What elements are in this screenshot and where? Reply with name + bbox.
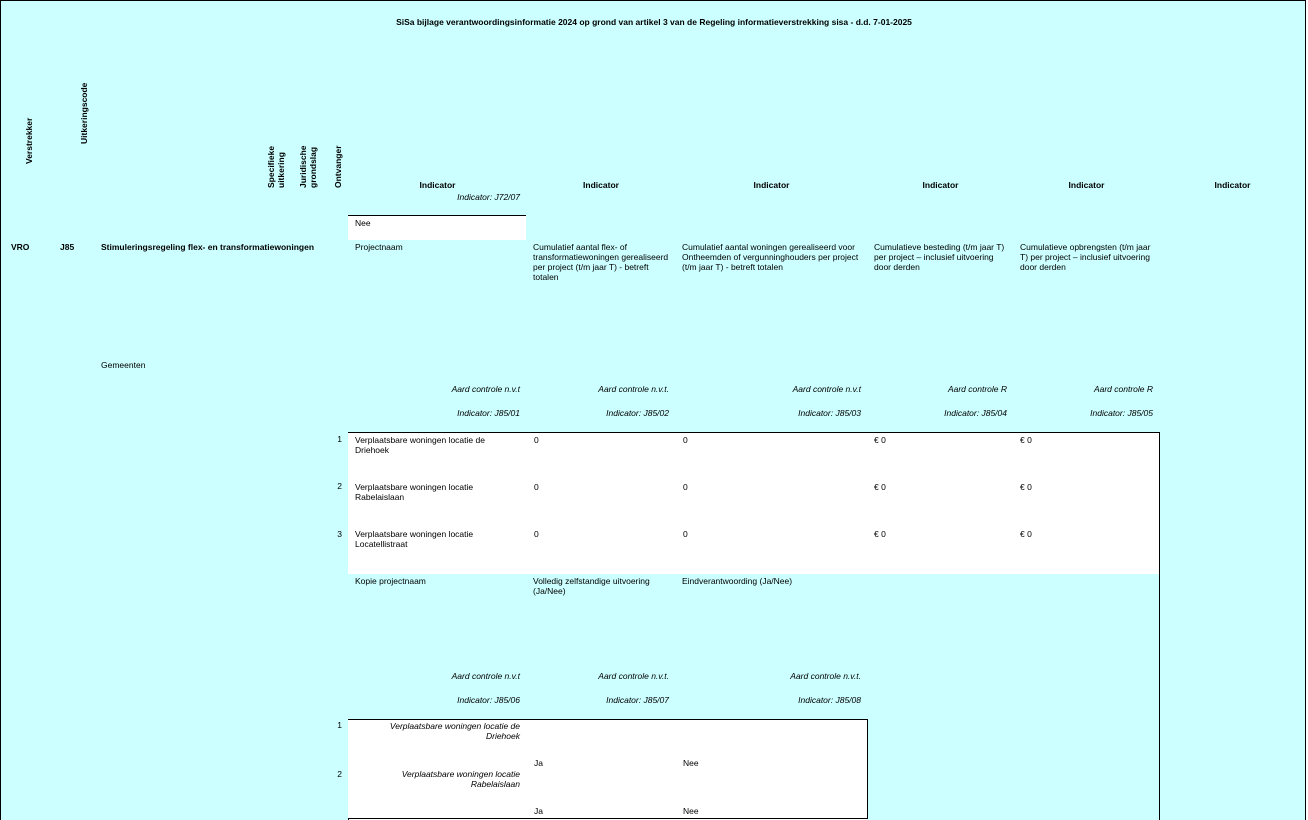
b2-header-col-2: Volledig zelfstandige uitvoering (Ja/Nee) Aard controle n.v.t. Indicator: J85/07	[526, 574, 676, 720]
b2-header-col-1: Kopie projectnaam Aard controle n.v.t Indicator: J85/06	[348, 574, 527, 720]
b1-r3-c4[interactable]: € 0	[867, 527, 1014, 575]
j85-code: J85	[60, 242, 75, 252]
b1-r1-c3[interactable]: 0	[675, 432, 868, 481]
b1-r3-c5[interactable]: € 0	[1013, 527, 1160, 575]
b1-r1-c4[interactable]: € 0	[867, 432, 1014, 481]
b2-row-nr-2: 2	[337, 769, 342, 779]
b1-r2-c3[interactable]: 0	[675, 480, 868, 528]
header-indicator-5: Indicator	[1013, 28, 1160, 192]
b1-header-col-2: Cumulatief aantal flex- of transformatiewoningen gerealiseerd per project (t/m jaar T) - betreft totalen Aard controle n.v.t. Indicator: J85/02	[526, 240, 676, 433]
b1-r3-c2[interactable]: 0	[526, 527, 676, 575]
title-cell	[0, 0, 1306, 29]
prev-value: Nee	[355, 218, 371, 228]
header-juridische-grondslag: Juridische grondslag	[298, 145, 318, 188]
b2-header-col-3: Eindverantwoording (Ja/Nee) Aard controle n.v.t. Indicator: J85/08	[675, 574, 868, 720]
b1-r1-c2[interactable]: 0	[526, 432, 676, 481]
prev-verstrekker-cell	[0, 191, 41, 241]
b1-header-col-4: Cumulatieve besteding (t/m jaar T) per project – inclusief uitvoering door derden Aard controle R Indicator: J85/04	[867, 240, 1014, 433]
b1-header-col-1: Projectnaam Aard controle n.v.t Indicator: J85/01	[348, 240, 527, 433]
b1-r1-c5[interactable]: € 0	[1013, 432, 1160, 481]
header-indicator-6: Indicator	[1159, 28, 1306, 192]
b1-r1-c1[interactable]: Verplaatsbare woningen locatie de Driehoek	[348, 432, 527, 481]
prev-indicator-code-cell	[348, 191, 527, 216]
b2-r2-c2[interactable]: Ja	[526, 768, 676, 819]
b1-row-nr-3: 3	[337, 529, 342, 539]
b1-r2-c5[interactable]: € 0	[1013, 480, 1160, 528]
b2-r1-c2[interactable]: Ja	[526, 719, 676, 769]
b1-row-nr-2: 2	[337, 481, 342, 491]
b2-r2-c3[interactable]: Nee	[675, 768, 868, 819]
prev-value-cell	[348, 215, 527, 241]
b2-r1-c3[interactable]: Nee	[675, 719, 868, 769]
j85-ontvanger: Gemeenten	[101, 360, 146, 370]
b1-r2-c4[interactable]: € 0	[867, 480, 1014, 528]
header-ontvanger: Ontvanger	[333, 145, 343, 188]
prev-fill	[526, 191, 1306, 241]
header-indicator-1: Indicator	[348, 28, 527, 192]
header-uitkeringscode: Uitkeringscode	[79, 82, 89, 144]
header-uitkeringscode-cell	[40, 28, 94, 192]
header-specific-cell	[93, 28, 349, 192]
b2-row-nr-1: 1	[337, 720, 342, 730]
b1-header-col-5: Cumulatieve opbrengsten (t/m jaar T) per project – inclusief uitvoering door derden Aard controle R Indicator: J85/05	[1013, 240, 1160, 433]
sheet-title: SiSa bijlage verantwoordingsinformatie 2024 op grond van artikel 3 van de Regeling informatieverstrekking sisa - d.d. 7-01-2025	[396, 17, 912, 27]
j85-verstrekker-cell	[0, 240, 41, 820]
header-indicator-4: Indicator	[867, 28, 1014, 192]
b1-r2-c1[interactable]: Verplaatsbare woningen locatie Rabelaislaan	[348, 480, 527, 528]
b1-header-col-3: Cumulatief aantal woningen gerealiseerd voor Ontheemden of vergunninghouders per project (t/m jaar T) - betreft totalen Aard controle n.v.t Indicator: J85/03	[675, 240, 868, 433]
header-indicator-3: Indicator	[675, 28, 868, 192]
right-fill-col	[1159, 240, 1306, 820]
prev-specific-cell	[93, 191, 349, 241]
b2-r2-c1[interactable]: Verplaatsbare woningen locatie Rabelaislaan	[348, 768, 527, 819]
j85-code-cell	[40, 240, 94, 820]
header-indicator-2: Indicator	[526, 28, 676, 192]
header-specifieke-uitkering: Specifieke uitkering	[266, 145, 286, 188]
b1-row-nr-1: 1	[337, 434, 342, 444]
prev-indicator-code: Indicator: J72/07	[457, 192, 520, 202]
b2-empty-fill	[867, 574, 1160, 820]
b1-r3-c3[interactable]: 0	[675, 527, 868, 575]
header-verstrekker-cell	[0, 28, 41, 192]
j85-specific-cell	[93, 240, 349, 820]
j85-regeling-name: Stimuleringsregeling flex- en transformatiewoningen	[101, 242, 315, 252]
prev-code-cell	[40, 191, 94, 241]
b2-r1-c1[interactable]: Verplaatsbare woningen locatie de Driehoek	[348, 719, 527, 769]
b1-r2-c2[interactable]: 0	[526, 480, 676, 528]
b1-r3-c1[interactable]: Verplaatsbare woningen locatie Locatellistraat	[348, 527, 527, 575]
header-verstrekker: Verstrekker	[24, 117, 34, 164]
j85-verstrekker: VRO	[11, 242, 30, 252]
